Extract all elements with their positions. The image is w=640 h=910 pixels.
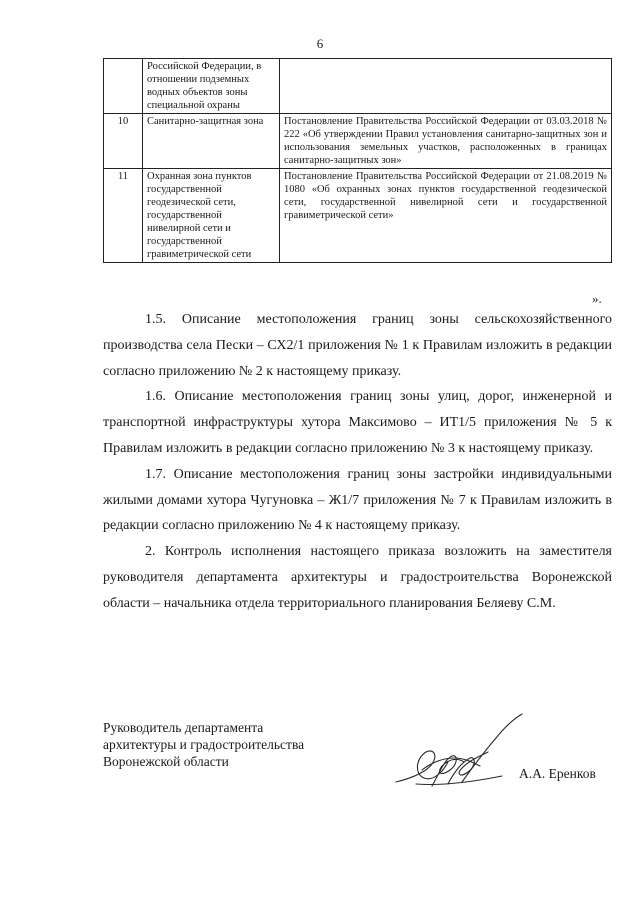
signatory-title [103,719,304,770]
paragraph-1-7: 1.7. Описание местоположения границ зоны застройки индивидуальными жилыми домами хутора Чугуновка – Ж1/7 приложения № 7 к Правилам изложить в редакции согласно приложению № 4 к настоящему приказу. [103,466,612,534]
row-number [104,59,143,114]
paragraph-1-5: 1.5. Описание местоположения границ зоны сельскохозяйственного производства села Пески – СХ2/1 приложения № 1 к Правилам изложить в редакции согласно приложению № 2 к настоящему приказу. [103,312,612,379]
signatory-title-line: Воронежской области [103,754,229,769]
row-number: 10 [104,114,143,169]
signatory-title-line: архитектуры и градостроительства [103,737,305,752]
legal-document: Постановление Правительства Российской Федерации от 21.08.2019 № 1080 «Об охранных зонах пунктов государственной геодезической сети, государственной нивелирной сети и государственной гравиметрической сети» [280,169,612,263]
row-number: 11 [104,169,143,263]
paragraph-1-6: 1.6. Описание местоположения границ зоны улиц, дорог, инженерной и транспортной инфраструктуры хутора Максимово – ИТ1/5 приложения № 5 к Правилам изложить в редакции согласно приложению № 3 к настоящему приказу. [103,389,612,456]
legal-document [280,59,612,114]
table-row [104,114,612,169]
handwritten-signature [392,712,532,802]
zone-name: Санитарно-защитная зона [143,114,280,169]
paragraph-2: 2. Контроль исполнения настоящего приказа возложить на заместителя руководителя департамента архитектуры и градостроительства Воронежской области – начальника отдела территориального планирования Беляеву С.М. [103,544,612,611]
legal-document: Постановление Правительства Российской Федерации от 03.03.2018 № 222 «Об утверждении Правил установления санитарно-защитных зон и использования земельных участков, расположенных в границах санитарно-защитных зон» [280,114,612,169]
closing-quote: ». [592,291,602,306]
signatory-name: А.А. Еренков [519,766,596,781]
zone-name: Охранная зона пунктов государственной геодезической сети, государственной нивелирной сети и государственной гравиметрической сети [143,169,280,263]
page-number: 6 [316,36,324,51]
zone-name: Российской Федерации, в отношении подземных водных объектов зоны специальной охраны [143,59,280,114]
table-row [104,169,612,263]
table-row [104,59,612,114]
regulations-table [103,58,612,263]
order-body [103,307,612,617]
signatory-title-line: Руководитель департамента [103,720,264,735]
